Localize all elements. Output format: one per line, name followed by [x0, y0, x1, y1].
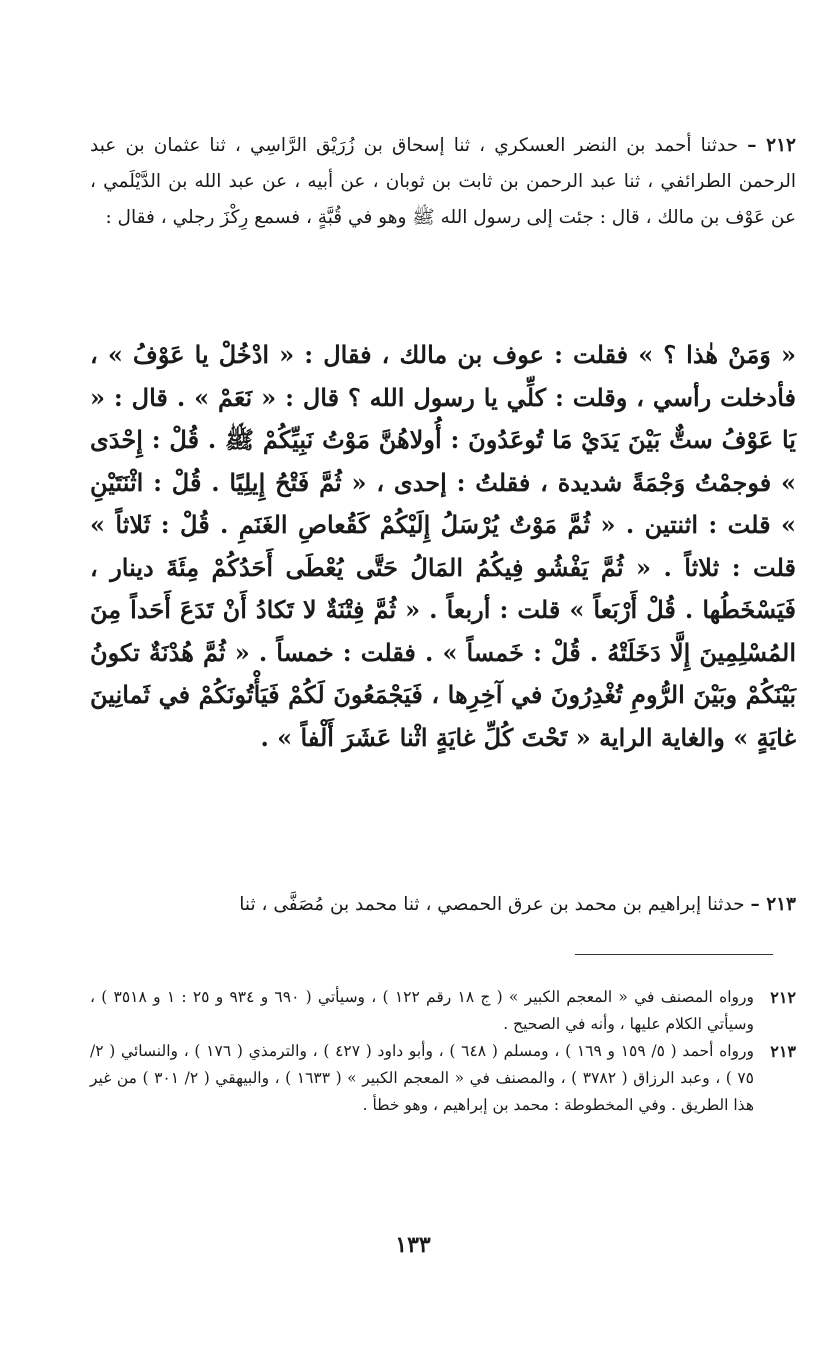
hadith-213-isnad-text: حدثنا إبراهيم بن محمد بن عرق الحمصي ، ثنا محمد بن مُصَفَّى ، ثنا	[239, 894, 745, 915]
footnote-text: ورواه أحمد ( ٥/ ١٥٩ و ١٦٩ ) ، ومسلم ( ٦٤٨ ) ، وأبو داود ( ٤٢٧ ) ، والترمذي ( ١٧٦ ) ، والنسائي ( ٢/ ٧٥ ) ، وعبد الرزاق ( ٣٧٨٢ ) ، والمصنف في « المعجم الكبير » ( ١٦٣٣ ) ، والبيهقي ( ٢/ ٣٠١ ) من غير هذا الطريق . وفي المخطوطة : محمد بن إبراهيم ، وهو خطأ .	[90, 1042, 755, 1114]
footnote-text: ورواه المصنف في « المعجم الكبير » ( ج ١٨ رقم ١٢٢ ) ، وسيأتي ( ٦٩٠ و ٩٣٤ و ٢٥ : ١ و ٣٥١٨ ) ، وسيأتي الكلام عليها ، وأنه في الصحيح .	[90, 988, 754, 1033]
hadith-212-isnad	[90, 128, 796, 236]
page-number: ١٣٣	[395, 1232, 431, 1258]
hadith-213-number: ٢١٣ –	[750, 894, 796, 915]
footnote	[90, 984, 796, 1038]
hadith-212-number: ٢١٢ –	[747, 135, 796, 156]
footnote-separator	[575, 954, 773, 955]
hadith-212-matn: « وَمَنْ هٰذا ؟ » فقلت : عوف بن مالك ، فقال : « ادْخُلْ يا عَوْفُ » ، فأدخلت رأسي ، وقلت : كلِّي يا رسول الله ؟ قال : « نَعَمْ » . قال : « يَا عَوْفُ ستٌّ بَيْنَ يَدَيْ مَا تُوعَدُونَ : أُولاهُنَّ مَوْتُ نَبِيِّكُمْ ﷺ . قُلْ : إِحْدَى » فوجمْتُ وَجْمَةً شديدة ، فقلتُ : إحدى ، « ثُمَّ فَتْحُ إِيلِيًا . قُلْ : اثْنَتَيْنِ » قلت : اثنتين . « ثُمَّ مَوْتٌ يُرْسَلُ إِلَيْكُمْ كَقُعاصِ الغَنَمِ . قُلْ : ثَلاثاً » قلت : ثلاثاً . « ثُمَّ يَفْشُو فِيكُمُ المَالُ حَتَّى يُعْطَى أَحَدُكُمْ مِئَةَ دينار ، فَيَسْخَطُها . قُلْ أَرْبَعاً » قلت : أربعاً . « ثُمَّ فِتْنَةٌ لا تَكادُ أَنْ تَدَعَ أَحَداً مِنَ المُسْلِمِينَ إِلَّا دَخَلَتْهُ . قُلْ : خَمساً » . فقلت : خمساً . « ثُمَّ هُدْنَةٌ تكونُ بَيْنَكُمْ وبَيْنَ الرُّومِ تُغْدِرُونَ في آخِرِها ، فَيَجْمَعُونَ لَكُمْ فَيَأْتُونَكُمْ في ثَمانِينَ غايَةٍ » والغاية الراية « تَحْتَ كُلِّ غايَةٍ اثْنا عَشَرَ أَلْفاً » .	[90, 340, 797, 752]
footnote-number: ٢١٣	[770, 1042, 796, 1061]
footnote-number: ٢١٢	[770, 988, 796, 1007]
footnote	[90, 1038, 796, 1119]
footnotes	[90, 984, 796, 1119]
hadith-213-isnad	[90, 887, 796, 923]
hadith-212-isnad-text: حدثنا أحمد بن النضر العسكري ، ثنا إسحاق بن زُرَيْق الرَّاسِي ، ثنا عثمان بن عبد الرحمن الطرائفي ، ثنا عبد الرحمن بن ثابت بن ثوبان ، عن أبيه ، عن عبد الله بن الدَّيْلَمي ، عن عَوْف بن مالك ، قال : جئت إلى رسول الله ﷺ وهو في قُبَّةٍ ، فسمع رِكْزَ رجلي ، فقال :	[90, 135, 796, 228]
